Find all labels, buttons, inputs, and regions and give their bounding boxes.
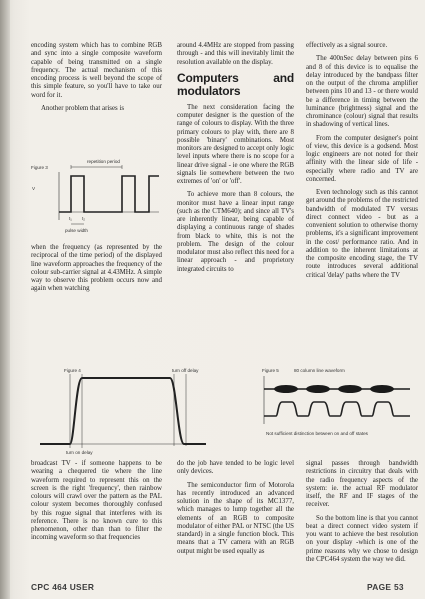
figure-3-t1: t₁ [69, 216, 72, 221]
footer-page-number: PAGE 53 [367, 582, 404, 592]
column-1-middle [31, 244, 162, 299]
footer-magazine-title: CPC 464 USER [31, 582, 95, 592]
column-2-top [177, 42, 294, 279]
col3-paragraph-5: signal passes through bandwidth restrictions in circuitry that deals with the radio frequency aspects of the system: ie. the actual RF modulator itself, the RF and IF stages of the receiver. [306, 460, 418, 509]
figure-4-waveform [40, 378, 206, 444]
col1-paragraph-1: encoding system which has to combine RGB and sync into a single composite waveform capable of being transmitted on a single frequency. The actual mechanism of this encoding process is well beyond the scope of this simple feature, so you'll have to take our word for it. [31, 42, 162, 99]
figure-3-repetition-label: repetition period [87, 159, 120, 164]
column-1-bottom [31, 460, 162, 548]
col1-paragraph-4: broadcast TV - if someone happens to be wearing a chequered tie where the line waveform required to represent this on the screen is the right 'frequency', then rainbow colours will crawl over the pattern as the PAL colour system becomes thoroughly confused by this rogue signal that interferes with its reference. There is no known cure to this phenomenon, other than than to filter the incoming waveform so that frequencies [31, 460, 162, 542]
figure-5-distinction-label: Not sufficient distinction between on and off states [266, 431, 368, 436]
figure-3-v-label: V [32, 186, 36, 191]
column-2-bottom [177, 460, 294, 561]
col3-paragraph-6: So the bottom line is that you cannot beat a direct connect video system if you want to achieve the best resolution on your display -which is one of the prime reasons why we chose to design the CPC464 system the way we did. [306, 514, 418, 563]
figure-5 [250, 364, 418, 456]
column-3-top [306, 42, 418, 285]
section-heading: Computers and modulators [177, 70, 294, 98]
figure-3-t2: t₂ [82, 216, 86, 221]
figure-4 [30, 364, 210, 456]
col2-paragraph-3: To achieve more than 8 colours, the monitor must have a linear input range (such as the CTM640); and since all TV's are inherently linear, being capable of displaying a continuous range of shades from black to white, this is not the problem. The design of the colour modulator must also reflect this need for a linear approach - and proprietory integrated circuits to [177, 191, 294, 273]
figure-4-title: Figure 4 [64, 368, 81, 373]
col3-paragraph-3: From the computer designer's point of view, this device is a godsend. Most logic engineers are not noted for their affinity with the linear side of life - especially where radio and TV are concerned. [306, 134, 418, 183]
figure-4-turn-off-label: turn off delay [172, 368, 199, 373]
col1-paragraph-2: Another problem that arises is [41, 104, 125, 112]
col2-paragraph-1: around 4.4MHz are stopped from passing through - and this will inevitably limit the resolution available on the display. [177, 42, 294, 66]
figure-5-waveform-label: 80 column line waveform [294, 368, 345, 373]
col2-paragraph-2: The next consideration facing the computer designer is the question of the range of colours to display. With the three primary colours to play with, there are 8 possible 'binary' combinations. Most monitors are designed to accept only logic level inputs where there is no scope for a linear drive signal - ie one where the RGB signals lie somewhere between the two extremes of 'on' or 'off'. [177, 103, 294, 185]
figure-4-turn-on-label: turn on delay [66, 450, 93, 455]
column-1-top [31, 42, 162, 118]
figure-3-pulse-label: pulse width [65, 228, 88, 233]
figure-5-title: Figure 5 [262, 368, 279, 373]
figure-3-pulse-waveform [59, 176, 159, 212]
col2-paragraph-4: do the job have tended to be logic level only devices. [177, 460, 294, 476]
col1-paragraph-3: when the frequency (as represented by the reciprocal of the time period) of the displayed line waveform approaches the frequency of the colour sub-carrier signal at 4.43MHz. A simple way to observe this problem occurs now and again when watching [31, 244, 162, 293]
col3-paragraph-1: effectively as a signal source. [306, 42, 388, 49]
col2-paragraph-5: The semiconductor firm of Motorola has recently introduced an advanced solution in the shape of its MC1377, which manages to lump together all the elements of an RGB to composite modulator of either PAL or NTSC (the US standard) in a single function block. This means that a TV camera with an RGB output might be used equally as [177, 481, 294, 555]
page-binding-shadow [0, 0, 10, 599]
figure-5-waveform [264, 402, 410, 416]
col3-paragraph-4: Even technology such as this cannot get around the problems of the restricted bandwidth of modulated TV versus direct connect video - but as a convenient solution to otherwise thorny problems, it's a significant improvement in the cost/ performance ratio. And in addition to the inherent limitations at the composite encoding stage, the TV route introduces several additional critical 'delay' paths where the TV [306, 189, 418, 279]
col3-paragraph-2: The 400nSec delay between pins 6 and 8 of this device is to equalise the delay introduced by the bandpass filter on the output of the chroma amplifier between pins 10 and 13 - or there would be a difference in timing between the luminance (brightness) signal and the chrominance (colour) signal that results in shadowing of vertical lines. [306, 55, 418, 129]
figure-3 [29, 150, 163, 240]
column-3-bottom [306, 460, 418, 569]
figure-3-title: Figure 3 [31, 165, 48, 170]
